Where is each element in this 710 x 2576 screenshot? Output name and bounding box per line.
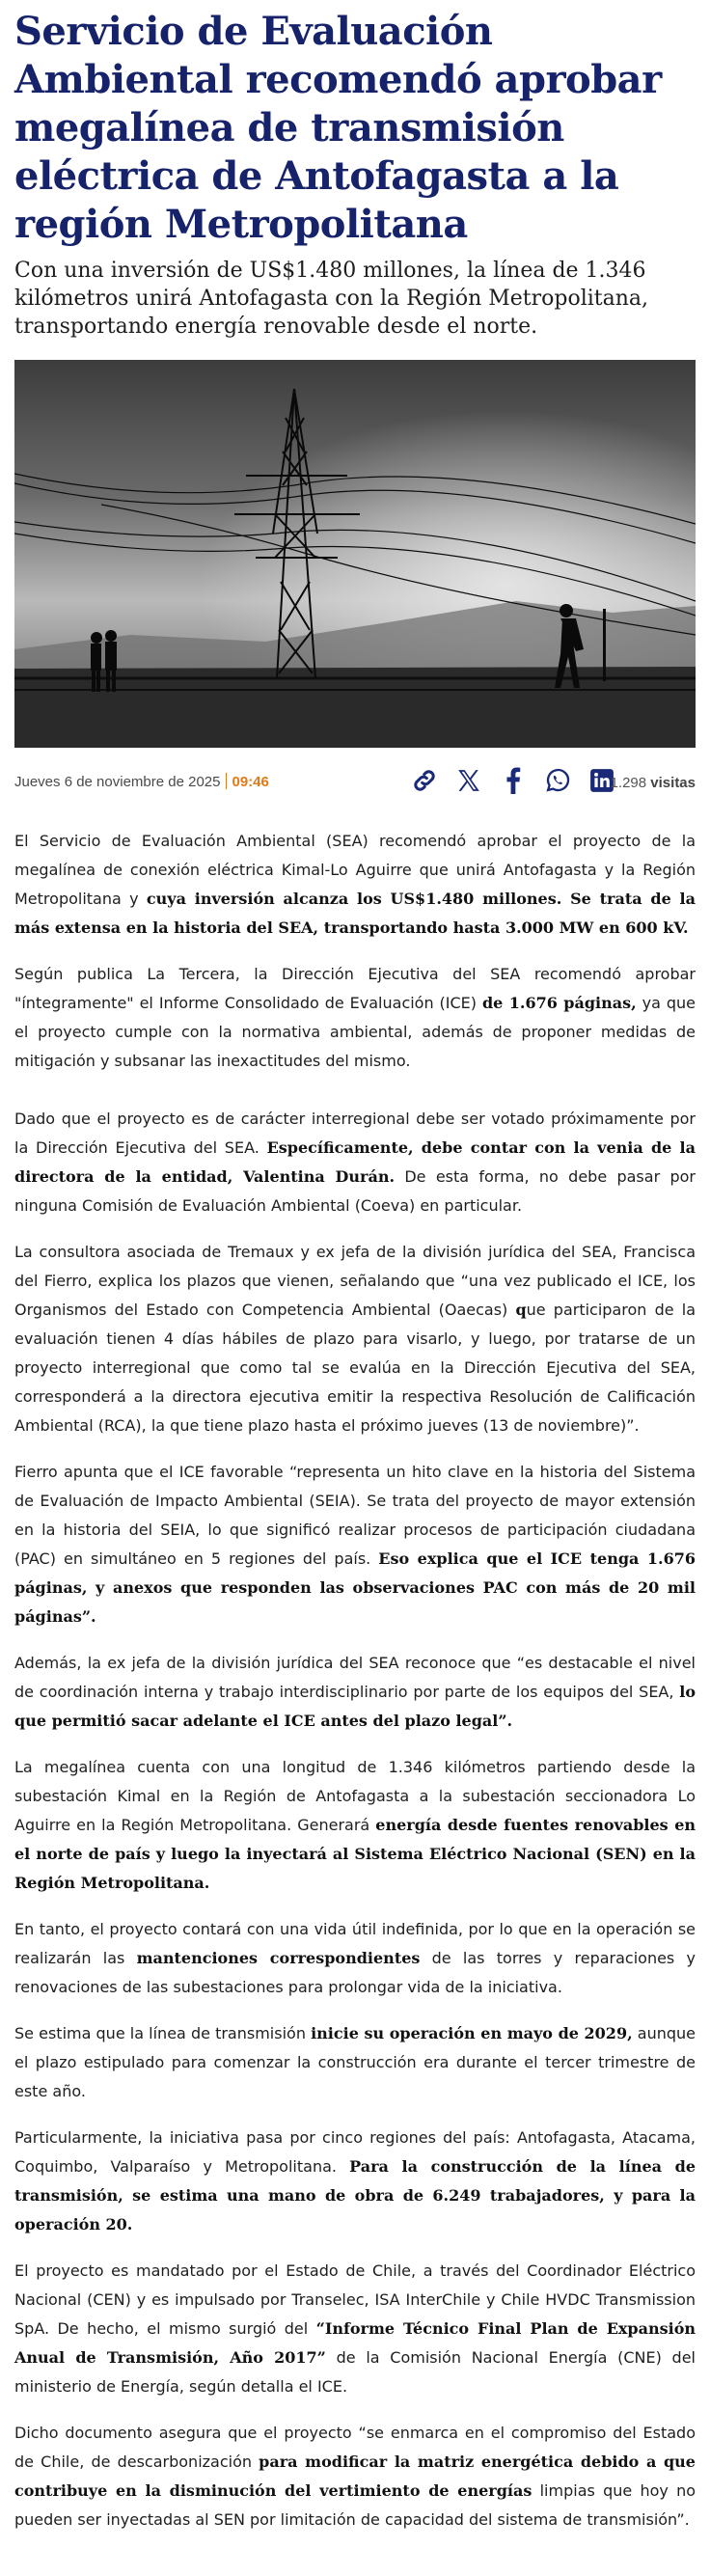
paragraph-6: Además, la ex jefa de la división jurídica del SEA reconoce que “es destacable el nivel de coordinación interna y trabajo interdisciplinario por parte de los equipos del SEA, lo que permitió sacar adelante el ICE antes del plazo legal”. [14, 1654, 696, 1730]
paragraph-2: Según publica La Tercera, la Dirección Ejecutiva del SEA recomendó aprobar "íntegramente" el Informe Consolidado de Evaluación (ICE) de 1.676 páginas, ya que el proyecto cumple con la normativa ambiental, además de proponer medidas de mitigación y subsanar las inexactitudes del mismo. [14, 965, 696, 1070]
visit-label: visitas [650, 775, 696, 791]
publish-date [14, 773, 269, 790]
paragraph-8: En tanto, el proyecto contará con una vida útil indefinida, por lo que en la operación se realizarán las mantenciones correspondientes de las torres y reparaciones y renovaciones de las subestaciones para prolongar vida de la iniciativa. [14, 1920, 696, 1996]
paragraph-11: El proyecto es mandatado por el Estado de Chile, a través del Coordinador Eléctrico Nacional (CEN) y es impulsado por Transelec, ISA InterChile y Chile HVDC Transmission SpA. De hecho, el mismo surgió del “Informe Técnico Final Plan de Expansión Anual de Transmisión, Año 2017” de la Comisión Nacional Energía (CNE) del ministerio de Energía, según detalla el ICE. [14, 2261, 696, 2396]
share-bar [409, 765, 617, 796]
visit-counter [611, 775, 696, 791]
hero-image [14, 360, 696, 748]
article-subheadline: Con una inversión de US$1.480 millones, la línea de 1.346 kilómetros unirá Antofagasta con la Región Metropolitana, transportando energía renovable desde el norte. [14, 259, 649, 339]
paragraph-4: La consultora asociada de Tremaux y ex jefa de la división jurídica del SEA, Francisca del Fierro, explica los plazos que vienen, señalando que “una vez publicado el ICE, los Organismos del Estado con Competencia Ambiental (Oaecas) que participaron de la evaluación tienen 4 días hábiles de plazo para visarlo, y luego, por tratarse de un proyecto interregional que como tal se evalúa en la Dirección Ejecutiva del SEA, corresponderá a la directora ejecutiva emitir la respectiva Resolución de Calificación Ambiental (RCA), la que tiene plazo hasta el próximo jueves (13 de noviembre)”. [14, 1243, 696, 1435]
paragraph-10: Particularmente, la iniciativa pasa por cinco regiones del país: Antofagasta, Atacama, Coquimbo, Valparaíso y Metropolitana. Para la construcción de la línea de transmisión, se estima una mano de obra de 6.249 trabajadores, y para la operación 20. [14, 2128, 696, 2233]
paragraph-1: El Servicio de Evaluación Ambiental (SEA) recomendó aprobar el proyecto de la megalínea de conexión eléctrica Kimal-Lo Aguirre que unirá Antofagasta y la Región Metropolitana y cuya inversión alcanza los US$1.480 millones. Se trata de la más extensa en la historia del SEA, transportando hasta 3.000 MW en 600 kV. [14, 832, 696, 937]
article-meta [14, 748, 696, 817]
paragraph-3: Dado que el proyecto es de carácter interregional debe ser votado próximamente por la Dirección Ejecutiva del SEA. Específicamente, debe contar con la venia de la directora de la entidad, Valentina Durán. De esta forma, no debe pasar por ninguna Comisión de Evaluación Ambiental (Coeva) en particular. [14, 1110, 696, 1215]
paragraph-5: Fierro apunta que el ICE favorable “representa un hito clave en la historia del Sistema de Evaluación de Impacto Ambiental (SEIA). Se trata del proyecto de mayor extensión en la historia del SEIA, lo que significó realizar procesos de participación ciudadana (PAC) en simultáneo en 5 regiones del país. Eso explica que el ICE tenga 1.676 páginas, y anexos que responden las observaciones PAC con más de 20 mil páginas”. [14, 1463, 696, 1626]
date-text: Jueves 6 de noviembre de 2025 [14, 774, 221, 790]
paragraph-9: Se estima que la línea de transmisión inicie su operación en mayo de 2029, aunque el plazo estipulado para comenzar la construcción era durante el tercer trimestre de este año. [14, 2024, 696, 2100]
article-body [14, 827, 696, 2535]
article-headline: Servicio de Evaluación Ambiental recomendó aprobar megalínea de transmisión eléctrica de Antofagasta a la región Metropolitana [14, 9, 662, 247]
visit-count: 1.298 [610, 775, 647, 791]
x-icon[interactable] [453, 765, 484, 796]
facebook-icon[interactable] [498, 765, 529, 796]
link-icon[interactable] [409, 765, 440, 796]
paragraph-7: La megalínea cuenta con una longitud de 1.346 kilómetros partiendo desde la subestación Kimal en la Región de Antofagasta a la subestación seccionadora Lo Aguirre en la Región Metropolitana. Generará energía desde fuentes renovables en el norte de país y luego la inyectará al Sistema Eléctrico Nacional (SEN) en la Región Metropolitana. [14, 1758, 696, 1892]
publish-time: 09:46 [232, 774, 269, 790]
date-separator [226, 773, 227, 789]
article-page [14, 0, 696, 2552]
paragraph-12: Dicho documento asegura que el proyecto “se enmarca en el compromiso del Estado de Chile, de descarbonización para modificar la matriz energética debido a que contribuye en la disminución del vertimiento de energías limpias que hoy no pueden ser inyectadas al SEN por limitación de capacidad del sistema de transmisión”. [14, 2424, 696, 2529]
whatsapp-icon[interactable] [542, 765, 573, 796]
